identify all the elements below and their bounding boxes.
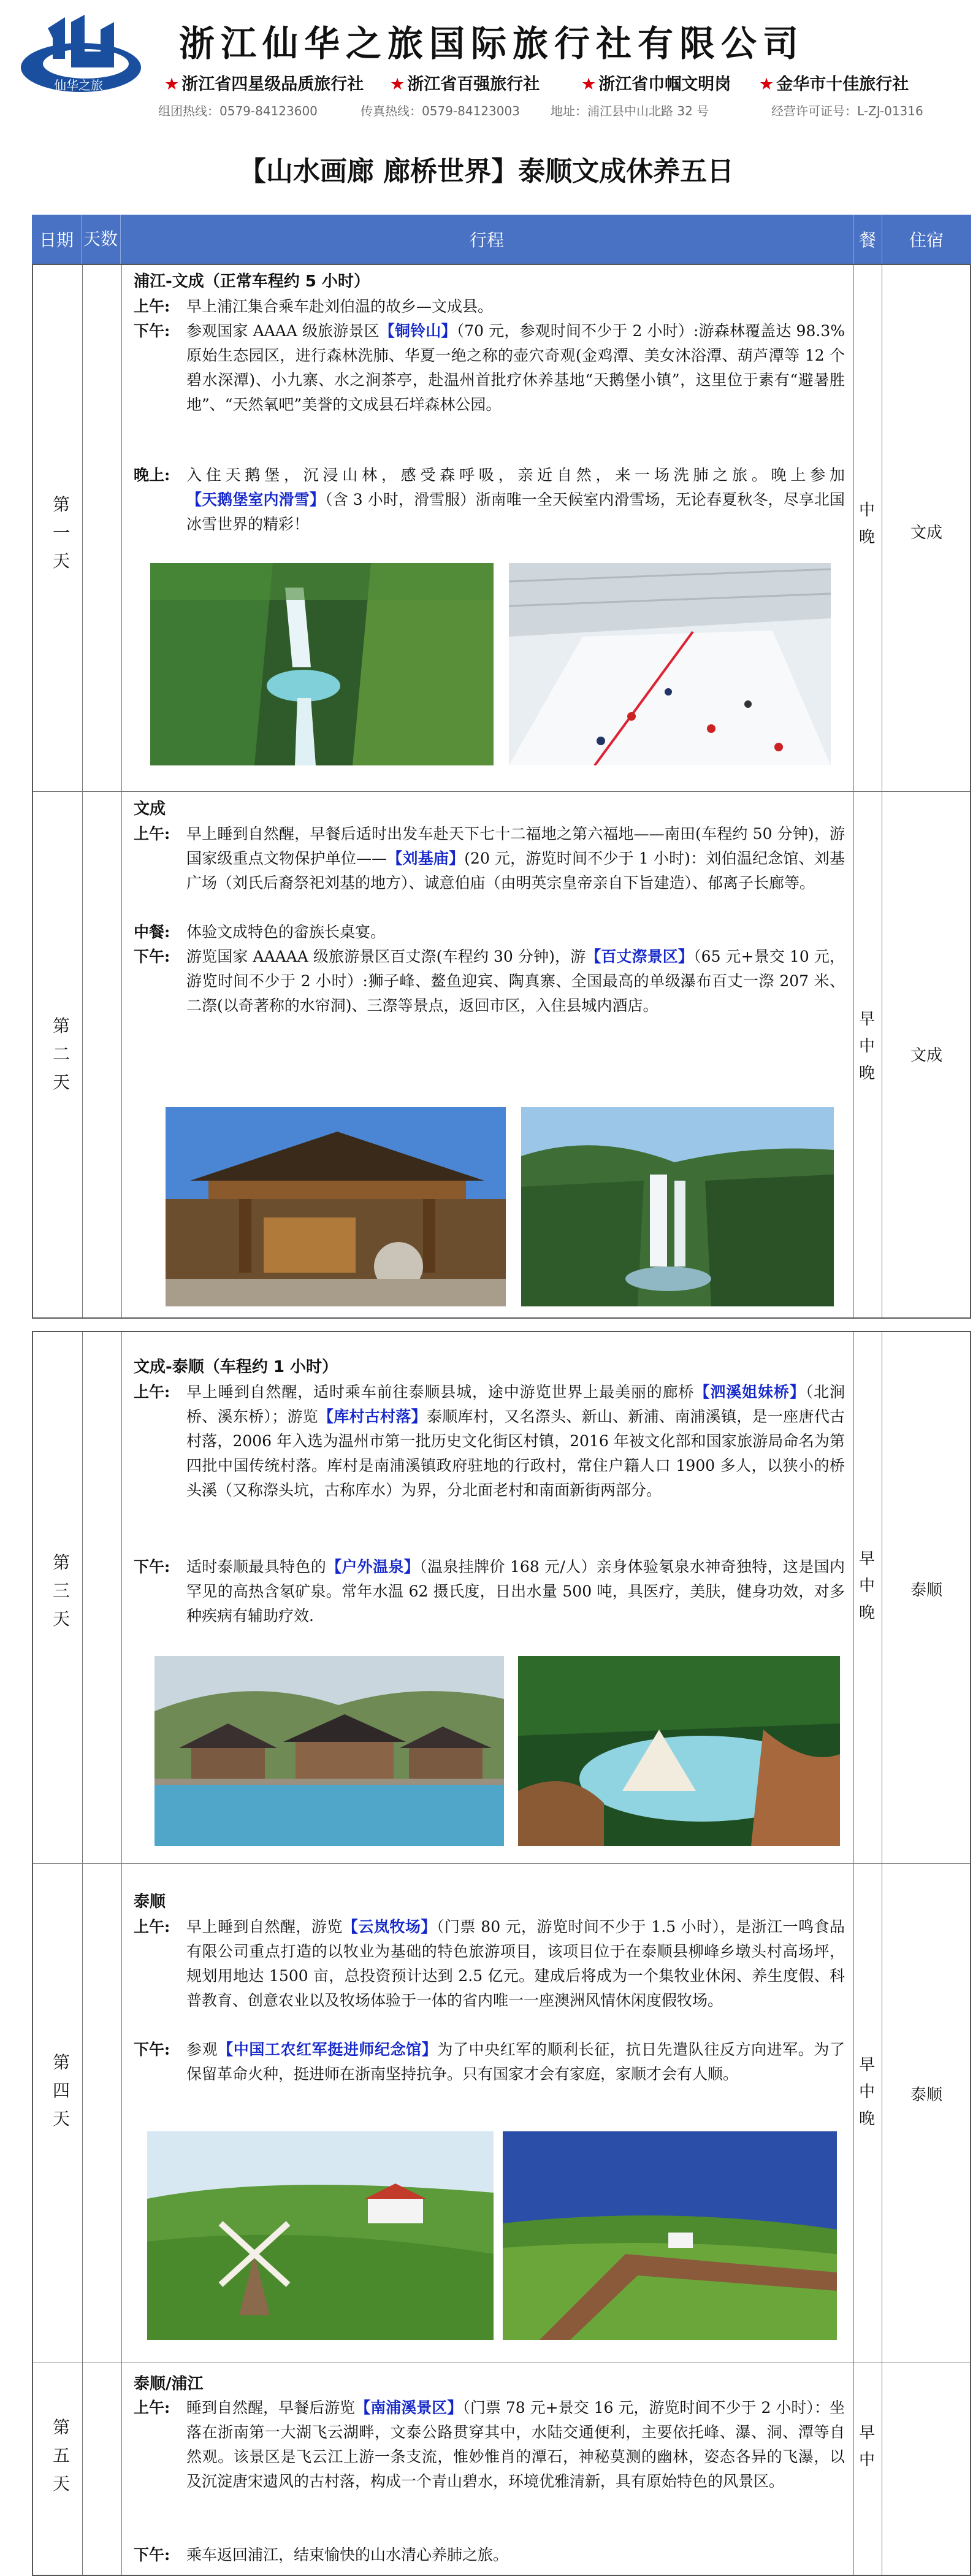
day-paragraph [134,2543,845,2567]
day-paragraph [134,920,845,945]
header-meal: 餐 [853,215,882,264]
page-title: 【山水画廊 廊桥世界】泰顺文成休养五日 [238,156,735,187]
time-label: 下午: [134,1558,170,1576]
star-icon: ★ [390,75,405,94]
itinerary-table-header [32,215,971,264]
contact-line [158,101,955,120]
badge-3: ★ 金华市十佳旅行社 [759,75,909,94]
paragraph-text: 早上浦江集合乘车赴刘伯温的故乡—文成县。 [186,297,494,315]
company-name: 浙江仙华之旅国际旅行社有限公司 [179,23,805,64]
attraction-name: 【云岚牧场】 [342,1918,437,1936]
company-logo [17,11,145,103]
paragraph-text: 游览国家 AAAAA 级旅游景区百丈漈(车程约 30 分钟)，游【百丈漈景区】（65 元+景交 10 元，游览时间不少于 2 小时）:狮子峰、鳌鱼迎宾、陶真寨、全国最高的单级瀑布百丈一漈 207 米、二漈(以奇著称的水帘洞)、三漈等景点，返回市区，入住县城内酒店。 [186,948,845,1014]
day-paragraph [134,2396,845,2494]
contact-fax: 传真热线：0579-84123003 [361,104,520,118]
header-stay: 住宿 [909,230,944,250]
baizhangji-waterfall-photo [521,1107,834,1306]
day-meal: 中晚 [858,501,875,546]
day-label: 第二天 [52,1016,70,1092]
pasture-boardwalk-photo [503,2131,837,2340]
paragraph-text: 体验文成特色的畲族长桌宴。 [186,923,386,941]
day-paragraph [134,1915,845,2013]
liuji-temple-photo [166,1107,506,1306]
attraction-name: 【中国工农红军挺进师纪念馆】 [218,2041,438,2058]
badge-1: ★ 浙江省百强旅行社 [390,75,540,94]
day-label: 第一天 [52,494,70,571]
day-meal: 早中晚 [858,1550,875,1622]
time-label: 晚上: [134,466,170,484]
day-paragraph [134,2037,845,2087]
paragraph-text: 乘车返回浦江，结束愉快的山水清心养肺之旅。 [186,2546,509,2564]
day-paragraph [134,822,845,895]
paragraph-text: 参观【中国工农红军挺进师纪念馆】为了中央红军的顺利长征，抗日先遣队往反方向进军。为了保留革命火种，挺进师在浙南坚持抗争。只有国家才会有家庭，家顺才会有人顺。 [186,2041,845,2083]
day-paragraph [134,1380,845,1503]
time-label: 上午: [134,1918,170,1936]
time-label: 下午: [134,948,170,965]
time-label: 下午: [134,2546,170,2564]
day-meal: 早中晚 [858,2056,875,2128]
attraction-name: 【南浦溪景区】 [355,2399,463,2417]
header-days: 天数 [81,215,121,264]
day-paragraph [134,945,845,1018]
indoor-ski-photo [509,563,831,765]
contact-license: 经营许可证号：L-ZJ-01316 [771,104,923,118]
day-meal: 早中晚 [858,1010,875,1083]
day-stay: 文成 [910,1046,942,1065]
paragraph-text: 睡到自然醒，早餐后游览【南浦溪景区】（门票 78 元+景交 16 元，游览时间不少于 2 小时）：坐落在浙南第一大湖飞云湖畔，文泰公路贯穿其中，水陆交通便利，主要依托峰、瀑、洞、潭等自然观。该景区是飞云江上游一条支流，惟妙惟肖的潭石，神秘莫测的幽林，姿态各异的飞瀑，以及沉淀唐宋遗风的古村落，构成一个青山碧水，环境优雅清新，具有原始特色的风景区。 [186,2399,845,2490]
time-label: 下午: [134,2041,170,2058]
day-title: 文成-泰顺（车程约 1 小时） [134,1358,338,1376]
ancient-village-photo [155,1656,504,1846]
time-label: 上午: [134,1383,170,1401]
day-label: 第五天 [52,2417,70,2494]
paragraph-text: 早上睡到自然醒，适时乘车前往泰顺县城，途中游览世界上最美丽的廊桥【泗溪姐妹桥】（北涧桥、溪东桥）；游览【库村古村落】泰顺库村，又名漈头、新山、新浦、南浦溪镇，是一座唐代古村落，2006 年入选为温州市第一批历史文化街区村镇，2016 年被文化部和国家旅游局命名为第四批中国传统村落。库村是南浦溪镇政府驻地的行政村，常住户籍人口 1900 多人，以狭小的桥头溪（又称漈头坑，古称库水）为界，分北面老村和南面新街两部分。 [186,1383,845,1499]
time-label: 上午: [134,2399,170,2417]
day-paragraph [134,319,845,417]
paragraph-text: 早上睡到自然醒，早餐后适时出发车赴天下七十二福地之第六福地——南田(车程约 50 分钟)，游国家级重点文物保护单位——【刘基庙】(20 元，游览时间不少于 1 小时)：刘伯温纪念馆、刘基广场（刘氏后裔祭祀刘基的地方）、诚意伯庙（由明英宗皇帝亲自下旨建造）、郁离子长廊等。 [186,825,845,892]
paragraph-text: 入住天鹅堡，沉浸山林，感受森呼吸，亲近自然，来一场洗肺之旅。晚上参加【天鹅堡室内滑雪】（含 3 小时，滑雪服）浙南唯一全天候室内滑雪场，无论春夏秋冬，尽享北国冰雪世界的精彩！ [186,466,845,533]
day-title: 浦江-文成（正常车程约 5 小时） [134,272,370,291]
day-stay: 泰顺 [910,2086,942,2104]
day-stay: 文成 [910,524,942,542]
day-stay: 泰顺 [910,1581,942,1600]
star-icon: ★ [759,75,774,94]
attraction-name: 【户外温泉】 [326,1558,420,1576]
time-label: 上午: [134,297,170,315]
attraction-name: 【天鹅堡室内滑雪】 [186,491,325,508]
day-title: 泰顺/浦江 [134,2375,204,2393]
star-icon: ★ [164,75,180,94]
waterfall-gorge-photo [150,563,494,765]
header-date: 日期 [32,215,82,264]
day-paragraph [134,294,845,319]
header-itinerary: 行程 [120,215,854,264]
attraction-name: 【百丈漈景区】 [586,948,694,965]
letterhead [0,0,973,129]
paragraph-text: 适时泰顺最具特色的【户外温泉】（温泉挂牌价 168 元/人）亲身体验氡泉水神奇独特，这是国内罕见的高热含氡矿泉。常年水温 62 摄氏度，日出水量 500 吨，具医疗，美肤，健身功效，对多种疾病有辅助疗效. [186,1558,845,1625]
day-paragraph [134,1555,845,1628]
attraction-name: 【铜铃山】 [379,322,457,340]
time-label: 上午: [134,825,170,843]
time-label: 中餐: [134,923,170,941]
badge-2: ★ 浙江省巾帼文明岗 [581,75,731,94]
pasture-windmill-photo [147,2131,494,2340]
day-title: 文成 [134,800,166,818]
honor-badges [164,71,955,93]
contact-address: 地址：浦江县中山北路 32 号 [551,104,709,118]
attraction-name: 【泗溪姐妹桥】 [694,1383,806,1401]
attraction-name: 【刘基庙】 [387,849,465,867]
badge-0: ★ 浙江省四星级品质旅行社 [164,75,364,94]
day-label: 第三天 [52,1552,70,1629]
star-icon: ★ [581,75,597,94]
time-label: 下午: [134,322,170,340]
day-meal: 早中 [858,2424,875,2469]
day-paragraph [134,463,845,537]
day-title: 泰顺 [134,1893,166,1911]
logo-text: 仙华之旅 [54,78,103,93]
contact-tour-hotline: 组团热线：0579-84123600 [158,104,318,118]
paragraph-text: 早上睡到自然醒，游览【云岚牧场】（门票 80 元，游览时间不少于 1.5 小时），是浙江一鸣食品有限公司重点打造的以牧业为基础的特色旅游项目，该项目位于在泰顺县柳峰乡墩头村高场坪，规划用地达 1500 亩，总投资预计达到 2.5 亿元。建成后将成为一个集牧业休闲、养生度假、科普教育、创意农业以及牧场体验于一体的省内唯一一座澳洲风情休闲度假牧场。 [186,1918,845,2009]
hot-spring-photo [518,1656,840,1846]
day-label: 第四天 [52,2052,70,2129]
attraction-name: 【库村古村落】 [318,1408,427,1425]
paragraph-text: 参观国家 AAAA 级旅游景区【铜铃山】（70 元，参观时间不少于 2 小时）:游森林覆盖达 98.3%原始生态园区，进行森林洗肺、华夏一绝之称的壶穴奇观(金鸡潭、美女沐浴潭、葫芦潭等 12 个碧水深潭)、小九寨、水之涧茶亭，赴温州首批疗休养基地“天鹅堡小镇”，这里位于素有“避暑胜地”、“天然氧吧”美誉的文成县石垟森林公园。 [186,322,845,413]
